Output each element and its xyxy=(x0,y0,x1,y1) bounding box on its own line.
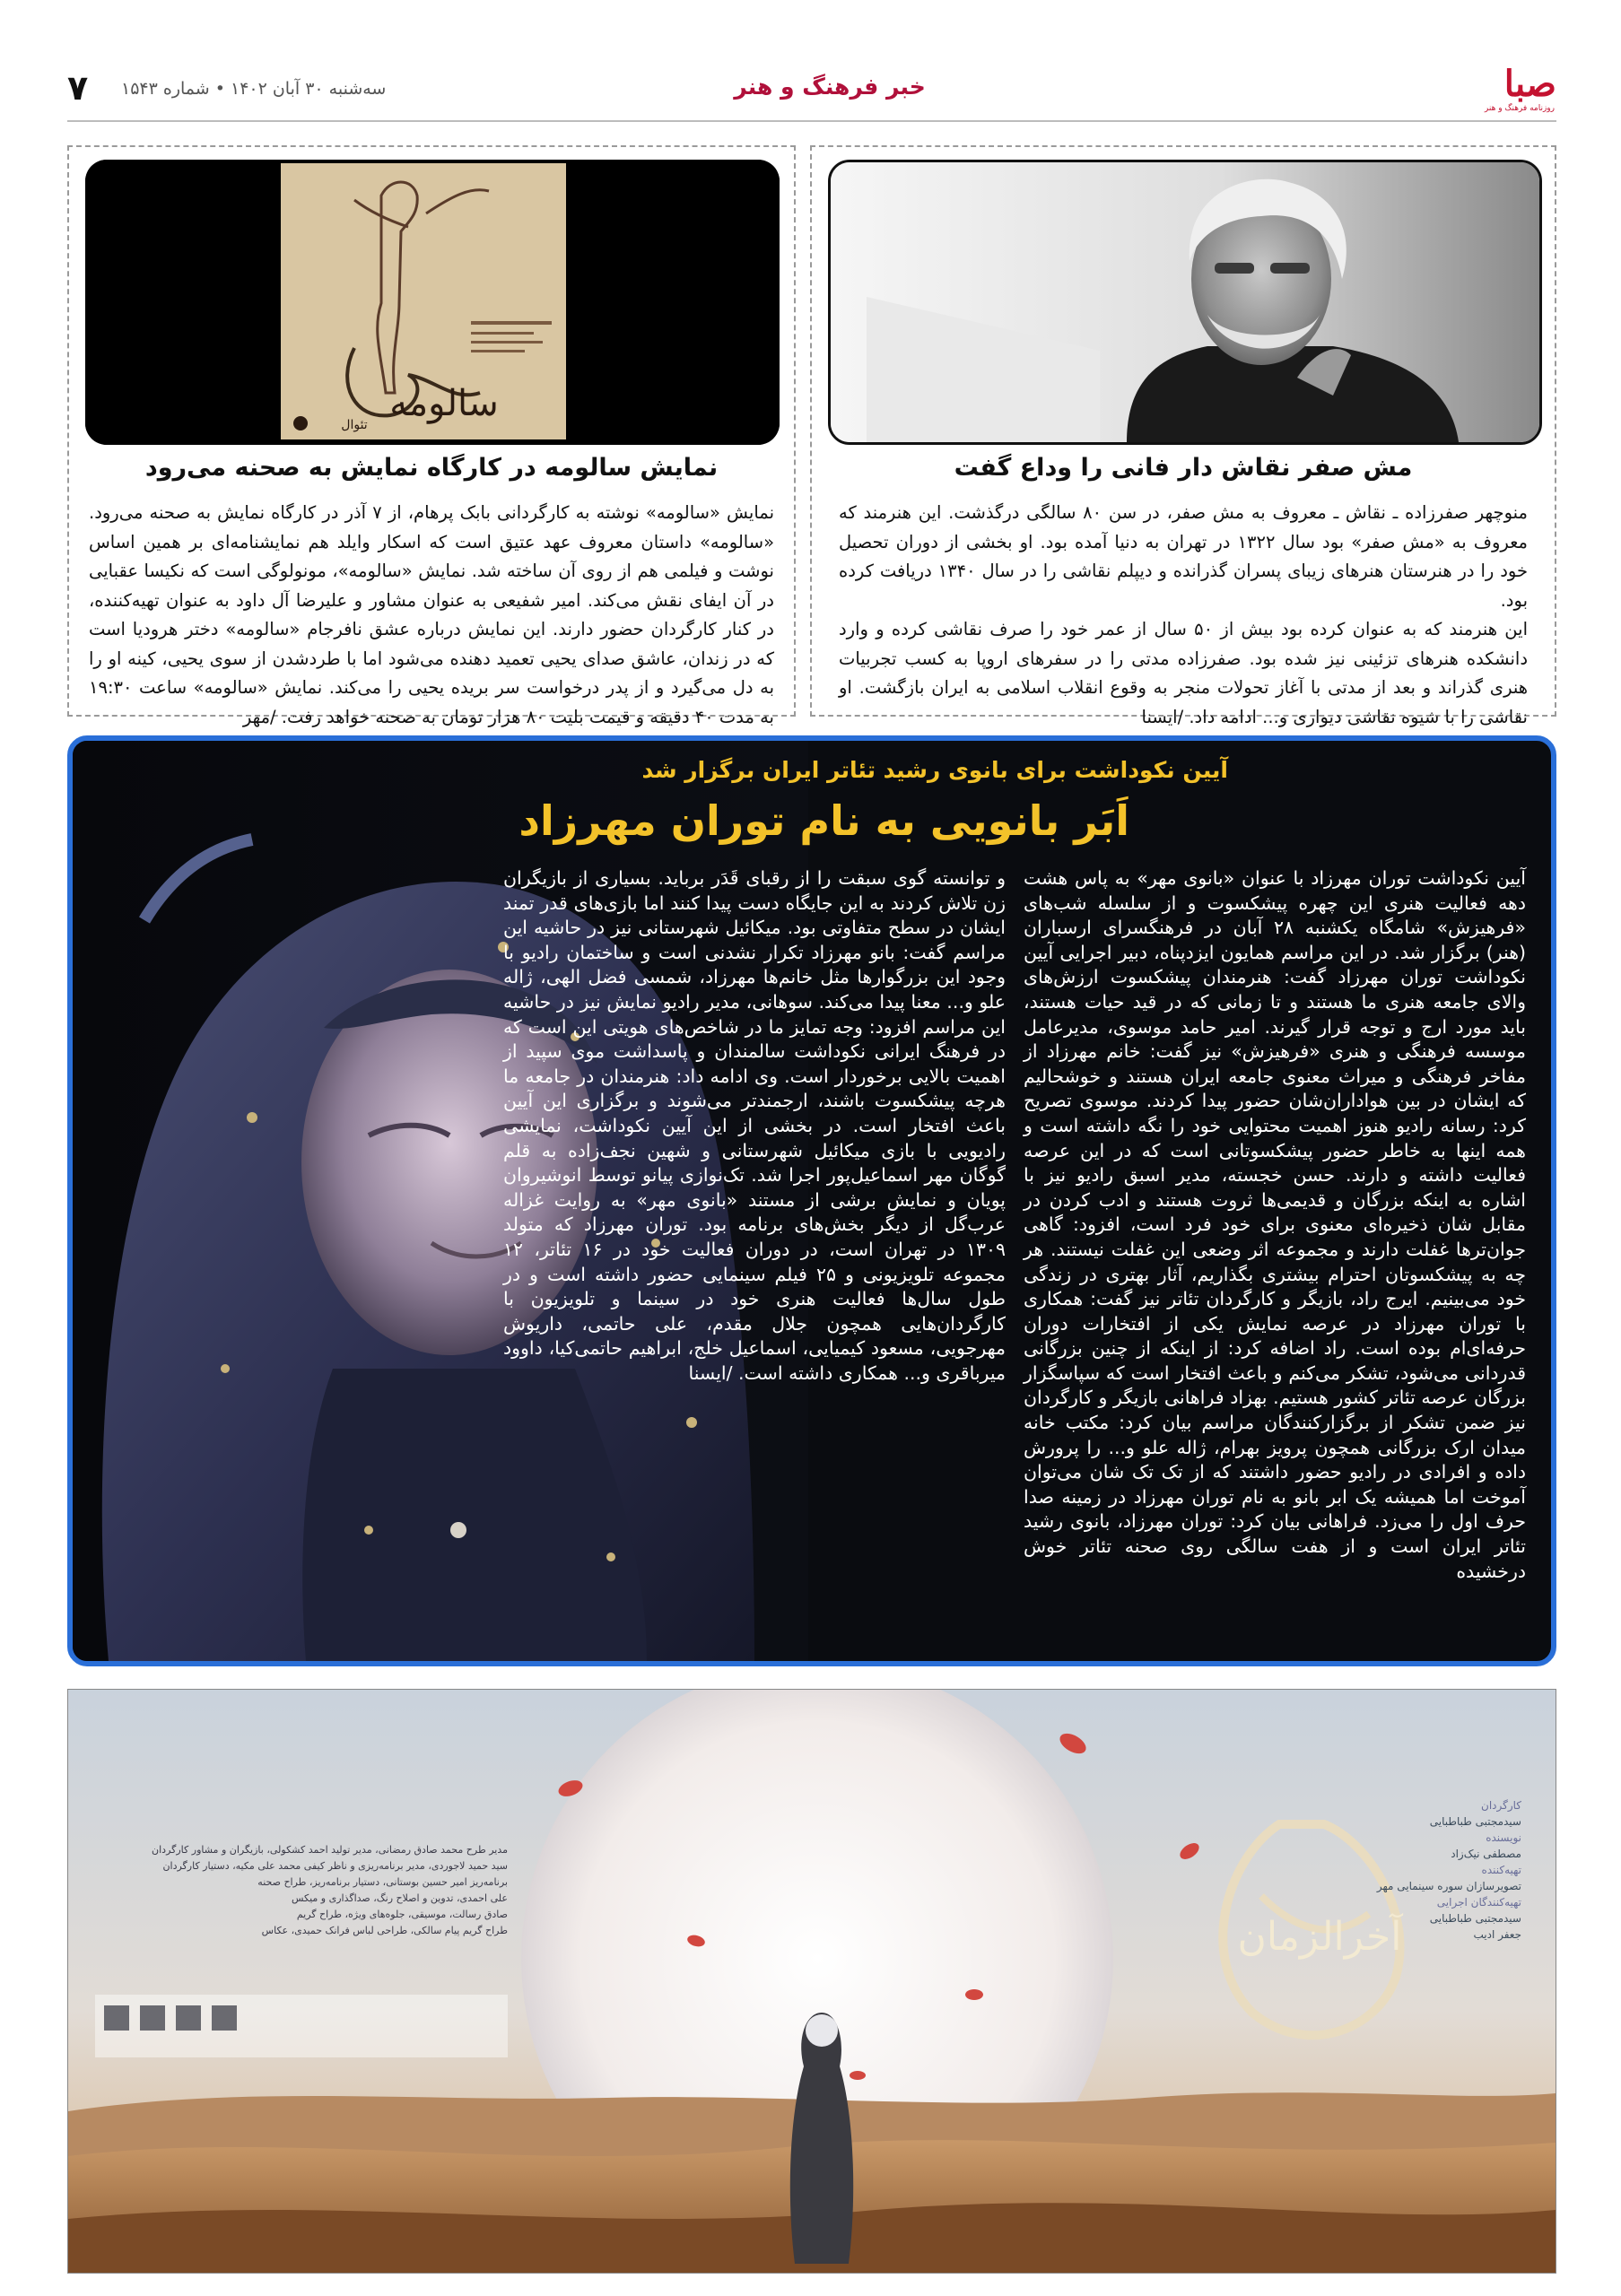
logo-text: صبا xyxy=(1503,63,1556,105)
news-paragraph: نمایش «سالومه» نوشته به کارگردانی بابک پرهام، از ۷ آذر در کارگاه نمایش به صحنه می‌رود. «سالومه» داستان معروف عهد عتیق است که اسکار وایلد هم نمایشنامه‌ای بر همین اساس نوشت و فیلمی هم از روی آن ساخته شد. نمایش «سالومه»، مونولوگی است که نکیسا عقبایی در آن ایفای نقش می‌کند. امیر شفیعی به عنوان مشاور و علیرضا آل داود به عنوان تهیه‌کننده، در کنار کارگردان حضور دارند. این نمایش درباره عشق نافرجام «سالومه» دختر هرودیا است که در زندان، عاشق صدای یحیی تعمید دهنده می‌شود اما با طردشدن از سوی یحیی، کینه او را به دل می‌گیرد و از پدر درخواست سر بریده یحیی را می‌کند. نمایش «سالومه» ساعت ۱۹:۳۰ به مدت ۴۰ دقیقه و قیمت بلیت ۸۰ هزار تومان به صحنه خواهد رفت. /مهر xyxy=(89,502,774,727)
news-box-mash-safar xyxy=(810,145,1556,727)
credit-line: سیدمجتبی طباطبایی xyxy=(1429,1912,1521,1925)
poster-title-text: سالومه xyxy=(389,383,499,424)
news-body xyxy=(839,499,1528,732)
credit-line: طراح گریم پیام سالکی، طراحی لباس فرانک حمیدی، عکاس xyxy=(261,1925,508,1936)
page-number: ۷ xyxy=(67,68,89,108)
credit-line: صادق رسالت، موسیقی، جلوه‌های ویژه، طراح گریم xyxy=(296,1909,508,1920)
news-body xyxy=(89,499,774,732)
portrait-photo xyxy=(828,160,1542,445)
page-header xyxy=(67,65,1556,122)
credit-line: مدیر طرح محمد صادق رمضانی، مدیر تولید احمد کشکولی، بازیگران و مشاور کارگردان xyxy=(152,1844,508,1856)
credit-line: سیدمجتبی طباطبایی xyxy=(1429,1815,1521,1828)
news-headline: نمایش سالومه در کارگاه نمایش به صحنه می‌رود xyxy=(144,454,719,482)
credits-left xyxy=(122,1842,508,1939)
salome-poster-photo xyxy=(85,160,780,445)
credit-line: تصویرسازان سوره سینمایی مهر xyxy=(1376,1880,1521,1892)
poster-brand-text: تئوال xyxy=(341,418,368,432)
issue-date-line: سه‌شنبه ۳۰ آبان ۱۴۰۲ • شماره ۱۵۴۳ xyxy=(121,79,387,99)
credit-line: تهیه‌کننده xyxy=(1481,1864,1521,1876)
feature-column-right: آیین نکوداشت توران مهرزاد با عنوان «بانوی مهر» به پاس هشت دهه فعالیت هنری این چهره پیشکسوت و از سلسله شب‌های «فرهیزش» شامگاه یکشنبه ۲۸ آبان در فرهنگسرای ارسباران (هنر) برگزار شد. در این مراسم همایون ایزدپناه، دبیر اجرایی آیین نکوداشت توران مهرزاد گفت: هنرمندان پیشکسوت ارزش‌های والای جامعه هنری ما هستند و تا زمانی که در قید حیات هستند، باید مورد ارج و توجه قرار گیرند. امیر حامد موسوی، مدیرعامل موسسه فرهنگی و هنری «فرهیزش» نیز گفت: خانم مهرزاد از مفاخر فرهنگی و میراث معنوی جامعه ایران هستند و خوشحالیم که ایشان در بین هواداران‌شان حضور پیدا کردند. موسوی تصریح کرد: رسانه رادیو هنوز اهمیت محتوایی خود را نگه داشته است و همه اینها به خاطر حضور پیشکسوتانی است که در این عرصه فعالیت داشته و دارند. حسن خجسته، مدیر اسبق رادیو نیز با اشاره به اینکه بزرگان و قدیمی‌ها ثروت هستند و ادب کردن در مقابل شان ذخیره‌ای معنوی برای خود فرد است، افزود: گاهی جوان‌ترها غفلت دارند و مجموعه اثر وضعی این غفلت نیستند. هر چه به پیشکسوتان احترام بیشتری بگذاریم، آثار بهتری در زندگی خود می‌بینیم. ایرج راد، بازیگر و کارگردان تئاتر نیز گفت: همکاری با توران مهرزاد در عرصه نمایش یکی از افتخارات دوران حرفه‌ای‌ام بوده است. راد اضافه کرد: از اینکه از چنین بزرگانی قدردانی می‌شود، تشکر می‌کنم و باعث افتخار است که سپاسگزار بزرگان عرصه تئاتر کشور هستیم. بهزاد فراهانی بازیگر و کارگردان نیز ضمن تشکر از برگزارکنندگان مراسم بیان کرد: مکتب خانه میدان ارک بزرگانی همچون پرویز بهرام، ژاله علو و... را پرورش داده و افرادی در رادیو حضور داشتند که از تک تک شان می‌توان آموخت اما همیشه یک ابر بانو به نام توران مهرزاد در زمینه صدا حرف اول را می‌زد. فراهانی بیان کرد: توران مهرزاد، بانوی رشید تئاتر ایران است و از هفت سالگی روی صحنه تئاتر خوش درخشیده xyxy=(1024,867,1527,1582)
poster-artwork xyxy=(68,1690,1556,2273)
old-man-photo xyxy=(831,162,1539,442)
newspaper-logo xyxy=(1458,65,1556,113)
credit-line: برنامه‌ریز امیر حسین بوستانی، دستیار برنامه‌ریز، طراح صحنه xyxy=(257,1876,508,1888)
feature-column-left: و توانسته گوی سبقت را از رقبای قَدَر برباید. بسیاری از بازیگران زن تلاش کردند به این جایگاه دست پیدا کنند اما بازی‌های قدر تمند ایشان در سطح متفاوتی بود. میکائیل شهرستانی نیز در حاشیه این مراسم گفت: بانو مهرزاد تکرار نشدنی است و ساختمان رادیو با وجود این بزرگوارها مثل خانم‌ها مهرزاد، شمسی فضل الهی، ژاله علو و... معنا پیدا می‌کند. سوهانی، مدیر رادیو نمایش نیز در حاشیه این مراسم افزود: وجه تمایز ما در شاخص‌های هویتی این است که در فرهنگ ایرانی نکوداشت سالمندان و پاسداشت موی سپید از اهمیت بالایی برخوردار است. وی ادامه داد: هنرمندان در جامعه ما هرچه پیشکسوت باشند، ارجمندتر می‌شوند و برگزاری این آیین باعث افتخار است. در بخشی از این آیین نکوداشت، نمایشی رادیویی با بازی میکائیل شهرستانی و شهین نجف‌زاده به قلم گوگان مهر اسماعیل‌پور اجرا شد. تک‌نوازی پیانو توسط انوشیروان پویان و نمایش برشی از مستند «بانوی مهر» به روایت غزاله عرب‌گل از دیگر بخش‌های برنامه بود. توران مهرزاد که متولد ۱۳۰۹ در تهران است، در دوران فعالیت خود در ۱۶ تئاتر، ۱۲ مجموعه تلویزیونی و ۲۵ فیلم سینمایی حضور داشته است و در طول سال‌ها فعالیت هنری خود در سینما و تلویزیون با کارگردان‌هایی همچون جلال مقدم، علی حاتمی، داریوش مهرجویی، مسعود کیمیایی، اسماعیل خلج، ابراهیم حاتمی‌کیا، داوود میرباقری و... همکاری داشته است. /ایسنا xyxy=(503,867,1006,1384)
news-paragraph: این هنرمند که به عنوان کرده بود بیش از ۵۰ سال از عمر خود را صرف نقاشی کرده و وارد دانشکده هنرهای تزئینی نیز شده بود. صفرزاده مدتی را در سفرهای اروپا به کسب تجربیات هنری گذراند و بعد از مدتی با آغاز تحولات منجر به وقوع انقلاب اسلامی به ایران بازگشت. او نقاشی را با شیوه نقاشی دیواری و... ادامه داد. /ایسنا xyxy=(839,619,1528,727)
credit-line: علی احمدی، تدوین و اصلاح رنگ، صداگذاری و میکس xyxy=(291,1892,508,1904)
credits-right xyxy=(1324,1797,1521,1943)
news-headline: مش صفر نقاش دار فانی را وداع گفت xyxy=(954,454,1413,482)
logo-subtitle: روزنامه فرهنگ و هنر xyxy=(1484,104,1555,113)
news-paragraph: منوچهر صفرزاده ـ نقاش ـ معروف به مش صفر، در سن ۸۰ سالگی درگذشت. این هنرمند که معروف به «مش صفر» بود سال ۱۳۲۲ در تهران به دنیا آمده بود. او بخشی از دوران تحصیل خود را در هنرستان هنرهای زیبای پسران گذرانده و دیپلم نقاشی را در سال ۱۳۴۰ دریافت کرده بود. xyxy=(839,502,1529,611)
credit-line: کارگردان xyxy=(1481,1799,1521,1812)
film-poster xyxy=(67,1689,1556,2274)
feature-headline: اَبَر بانویی به نام توران مهرزاد xyxy=(519,796,1129,845)
credit-line: تهیه‌کنندگان اجرایی xyxy=(1436,1896,1521,1909)
credit-line: نویسنده xyxy=(1486,1831,1521,1844)
credit-line: سید حمید لاجوردی، مدیر برنامه‌ریزی و ناظر کیفی محمد علی مکیه، دستیار کارگردان xyxy=(162,1860,508,1872)
credit-line: مصطفی نیک‌زاد xyxy=(1451,1848,1521,1860)
salome-poster xyxy=(85,160,780,445)
feature-article xyxy=(67,735,1556,1666)
feature-kicker: آیین نکوداشت برای بانوی رشید تئاتر ایران برگزار شد xyxy=(641,757,1228,783)
poster-film-title: آخرالزمان xyxy=(1237,1914,1402,1960)
credit-line: جعفر ادیب xyxy=(1473,1928,1521,1941)
section-title: خبر فرهنگ و هنر xyxy=(734,74,926,100)
news-box-salome xyxy=(67,145,796,727)
